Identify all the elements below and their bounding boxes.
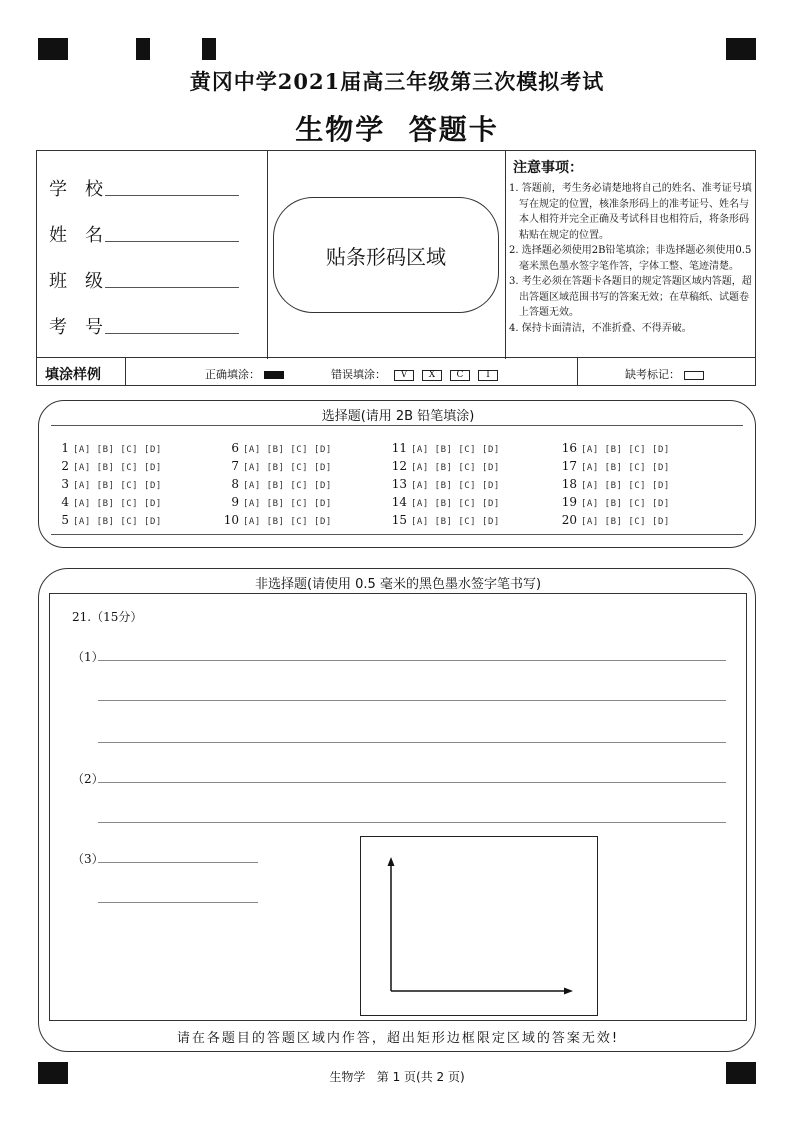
wrong-fill-sample bbox=[331, 366, 498, 382]
registration-mark-top-3 bbox=[202, 38, 216, 60]
registration-mark-top-2 bbox=[136, 38, 150, 60]
exam-title: 黄冈中学2021届高三年级第三次模拟考试 bbox=[189, 69, 605, 94]
question-row[interactable] bbox=[389, 494, 500, 512]
notice-item: 3. 考生必须在答题卡各题目的规定答题区域内答题，超出答题区域范围书写的答案无效；在草稿纸、试题卷上答题无效。 bbox=[509, 276, 752, 318]
question-number: 4 bbox=[61, 495, 69, 509]
wrong-fill-label: 错误填涂： bbox=[331, 368, 386, 381]
question-row[interactable] bbox=[389, 476, 500, 494]
barcode-area[interactable] bbox=[273, 197, 499, 313]
part-2-label: （2） bbox=[72, 772, 104, 786]
question-number: 6 bbox=[231, 441, 239, 455]
absent-mark bbox=[625, 366, 704, 382]
question-number: 11 bbox=[391, 441, 407, 455]
question-number: 14 bbox=[391, 495, 407, 509]
question-row[interactable] bbox=[221, 458, 332, 476]
question-number: 10 bbox=[223, 513, 239, 527]
choice-title: 选择题(请用 2B 铅笔填涂) bbox=[321, 409, 475, 424]
correct-fill-sample bbox=[205, 366, 284, 382]
axes-icon bbox=[361, 837, 596, 1014]
sample-row bbox=[36, 358, 756, 386]
question-row[interactable] bbox=[51, 476, 162, 494]
answer-options[interactable]: [A] [B] [C] [D] bbox=[243, 517, 332, 527]
page-footer: 生物学 第 1 页(共 2 页) bbox=[329, 1070, 465, 1084]
answer-options[interactable]: [A] [B] [C] [D] bbox=[581, 517, 670, 527]
answer-options[interactable]: [A] [B] [C] [D] bbox=[411, 499, 500, 509]
question-row[interactable] bbox=[389, 458, 500, 476]
answer-options[interactable]: [A] [B] [C] [D] bbox=[73, 481, 162, 491]
question-number: 8 bbox=[231, 477, 239, 491]
answer-line[interactable] bbox=[98, 782, 726, 783]
answer-options[interactable]: [A] [B] [C] [D] bbox=[73, 499, 162, 509]
field-school-label: 学校 bbox=[49, 179, 121, 200]
notice-item: 2. 选择题必须使用2B铅笔填涂；非选择题必须使用0.5毫米黑色墨水签字笔作答，字体工整、笔迹清楚。 bbox=[509, 245, 752, 272]
wrong-mark-line-icon: I bbox=[478, 370, 498, 381]
field-class-input[interactable] bbox=[105, 287, 239, 288]
answer-line[interactable] bbox=[98, 862, 258, 863]
info-box bbox=[36, 150, 756, 358]
answer-options[interactable]: [A] [B] [C] [D] bbox=[73, 463, 162, 473]
question-row[interactable] bbox=[389, 440, 500, 458]
question-column bbox=[389, 440, 500, 530]
question-number: 9 bbox=[231, 495, 239, 509]
notice-item: 1. 答题前，考生务必请楚地将自己的姓名、准考证号填写在规定的位置，核准条形码上的准考证号、姓名与本人相符并完全正确及考试科目也相符后，将条形码粘贴在规定的位置。 bbox=[509, 183, 752, 241]
question-number: 7 bbox=[231, 459, 239, 473]
field-name-input[interactable] bbox=[105, 241, 239, 242]
question-number: 12 bbox=[391, 459, 407, 473]
divider bbox=[577, 358, 578, 386]
notice-list bbox=[509, 181, 755, 336]
divider bbox=[505, 151, 506, 359]
question-row[interactable] bbox=[221, 494, 332, 512]
question-column bbox=[51, 440, 162, 530]
answer-options[interactable]: [A] [B] [C] [D] bbox=[243, 463, 332, 473]
answer-options[interactable]: [A] [B] [C] [D] bbox=[411, 463, 500, 473]
field-examno-label: 考号 bbox=[49, 317, 121, 338]
field-school-input[interactable] bbox=[105, 195, 239, 196]
question-column bbox=[559, 440, 670, 530]
answer-line[interactable] bbox=[98, 902, 258, 903]
divider bbox=[125, 358, 126, 386]
question-number: 19 bbox=[561, 495, 577, 509]
answer-options[interactable]: [A] [B] [C] [D] bbox=[411, 445, 500, 455]
absent-checkbox[interactable] bbox=[684, 371, 704, 380]
question-row[interactable] bbox=[51, 494, 162, 512]
absent-label: 缺考标记： bbox=[625, 368, 680, 381]
question-number: 1 bbox=[61, 441, 69, 455]
field-examno-input[interactable] bbox=[105, 333, 239, 334]
question-number: 20 bbox=[561, 513, 577, 527]
answer-line[interactable] bbox=[98, 742, 726, 743]
question-number: 3 bbox=[61, 477, 69, 491]
question-row[interactable] bbox=[559, 512, 670, 530]
question-row[interactable] bbox=[389, 512, 500, 530]
question-number: 5 bbox=[61, 513, 69, 527]
notice-item: 4. 保持卡面清洁，不准折叠、不得弄破。 bbox=[509, 322, 692, 334]
answer-options[interactable]: [A] [B] [C] [D] bbox=[243, 499, 332, 509]
question-row[interactable] bbox=[51, 512, 162, 530]
answer-options[interactable]: [A] [B] [C] [D] bbox=[411, 517, 500, 527]
question-number: 15 bbox=[391, 513, 407, 527]
correct-fill-label: 正确填涂： bbox=[205, 368, 260, 381]
question-number: 17 bbox=[561, 459, 577, 473]
question-row[interactable] bbox=[559, 476, 670, 494]
question-row[interactable] bbox=[51, 458, 162, 476]
answer-options[interactable]: [A] [B] [C] [D] bbox=[243, 445, 332, 455]
answer-line[interactable] bbox=[98, 700, 726, 701]
answer-options[interactable]: [A] [B] [C] [D] bbox=[581, 445, 670, 455]
wrong-mark-check-icon: V bbox=[394, 370, 414, 381]
question-row[interactable] bbox=[221, 476, 332, 494]
question-number: 18 bbox=[561, 477, 577, 491]
answer-options[interactable]: [A] [B] [C] [D] bbox=[411, 481, 500, 491]
question-row[interactable] bbox=[559, 440, 670, 458]
wrong-mark-circle-icon: C bbox=[450, 370, 470, 381]
question-row[interactable] bbox=[221, 440, 332, 458]
answer-options[interactable]: [A] [B] [C] [D] bbox=[581, 499, 670, 509]
answer-options[interactable]: [A] [B] [C] [D] bbox=[581, 463, 670, 473]
question-number: 13 bbox=[391, 477, 407, 491]
registration-mark-top-right bbox=[726, 38, 756, 60]
answer-options[interactable]: [A] [B] [C] [D] bbox=[243, 481, 332, 491]
nonchoice-section bbox=[38, 568, 756, 1052]
question-number: 16 bbox=[561, 441, 577, 455]
answer-line[interactable] bbox=[98, 822, 726, 823]
question-row[interactable] bbox=[559, 494, 670, 512]
card-title: 生物学 答题卡 bbox=[295, 113, 499, 146]
divider bbox=[267, 151, 268, 359]
part-1-label: （1） bbox=[72, 650, 104, 664]
choice-grid bbox=[51, 425, 743, 535]
wrong-mark-cross-icon: X bbox=[422, 370, 442, 381]
part-3-label: （3） bbox=[72, 852, 104, 866]
registration-mark-top-left bbox=[38, 38, 68, 60]
answer-options[interactable]: [A] [B] [C] [D] bbox=[73, 445, 162, 455]
answer-options[interactable]: [A] [B] [C] [D] bbox=[73, 517, 162, 527]
notice-title: 注意事项： bbox=[513, 160, 583, 176]
graph-drawing-box[interactable] bbox=[360, 836, 598, 1016]
question-row[interactable] bbox=[51, 440, 162, 458]
nonchoice-title: 非选择题(请使用 0.5 毫米的黑色墨水签字笔书写) bbox=[254, 577, 542, 592]
answer-line[interactable] bbox=[98, 660, 726, 661]
question-21-label: 21.（15分） bbox=[72, 610, 143, 624]
barcode-label: 贴条形码区域 bbox=[326, 244, 446, 269]
choice-section bbox=[38, 400, 756, 548]
question-number: 2 bbox=[61, 459, 69, 473]
filled-mark-icon bbox=[264, 371, 284, 379]
answer-area-warning: 请在各题目的答题区域内作答，超出矩形边框限定区域的答案无效! bbox=[176, 1031, 620, 1046]
sample-label: 填涂样例 bbox=[45, 367, 101, 383]
answer-options[interactable]: [A] [B] [C] [D] bbox=[581, 481, 670, 491]
field-name-label: 姓名 bbox=[49, 225, 121, 246]
question-row[interactable] bbox=[559, 458, 670, 476]
question-column bbox=[221, 440, 332, 530]
answer-area bbox=[49, 593, 747, 1021]
field-class-label: 班级 bbox=[49, 271, 121, 292]
question-row[interactable] bbox=[221, 512, 332, 530]
